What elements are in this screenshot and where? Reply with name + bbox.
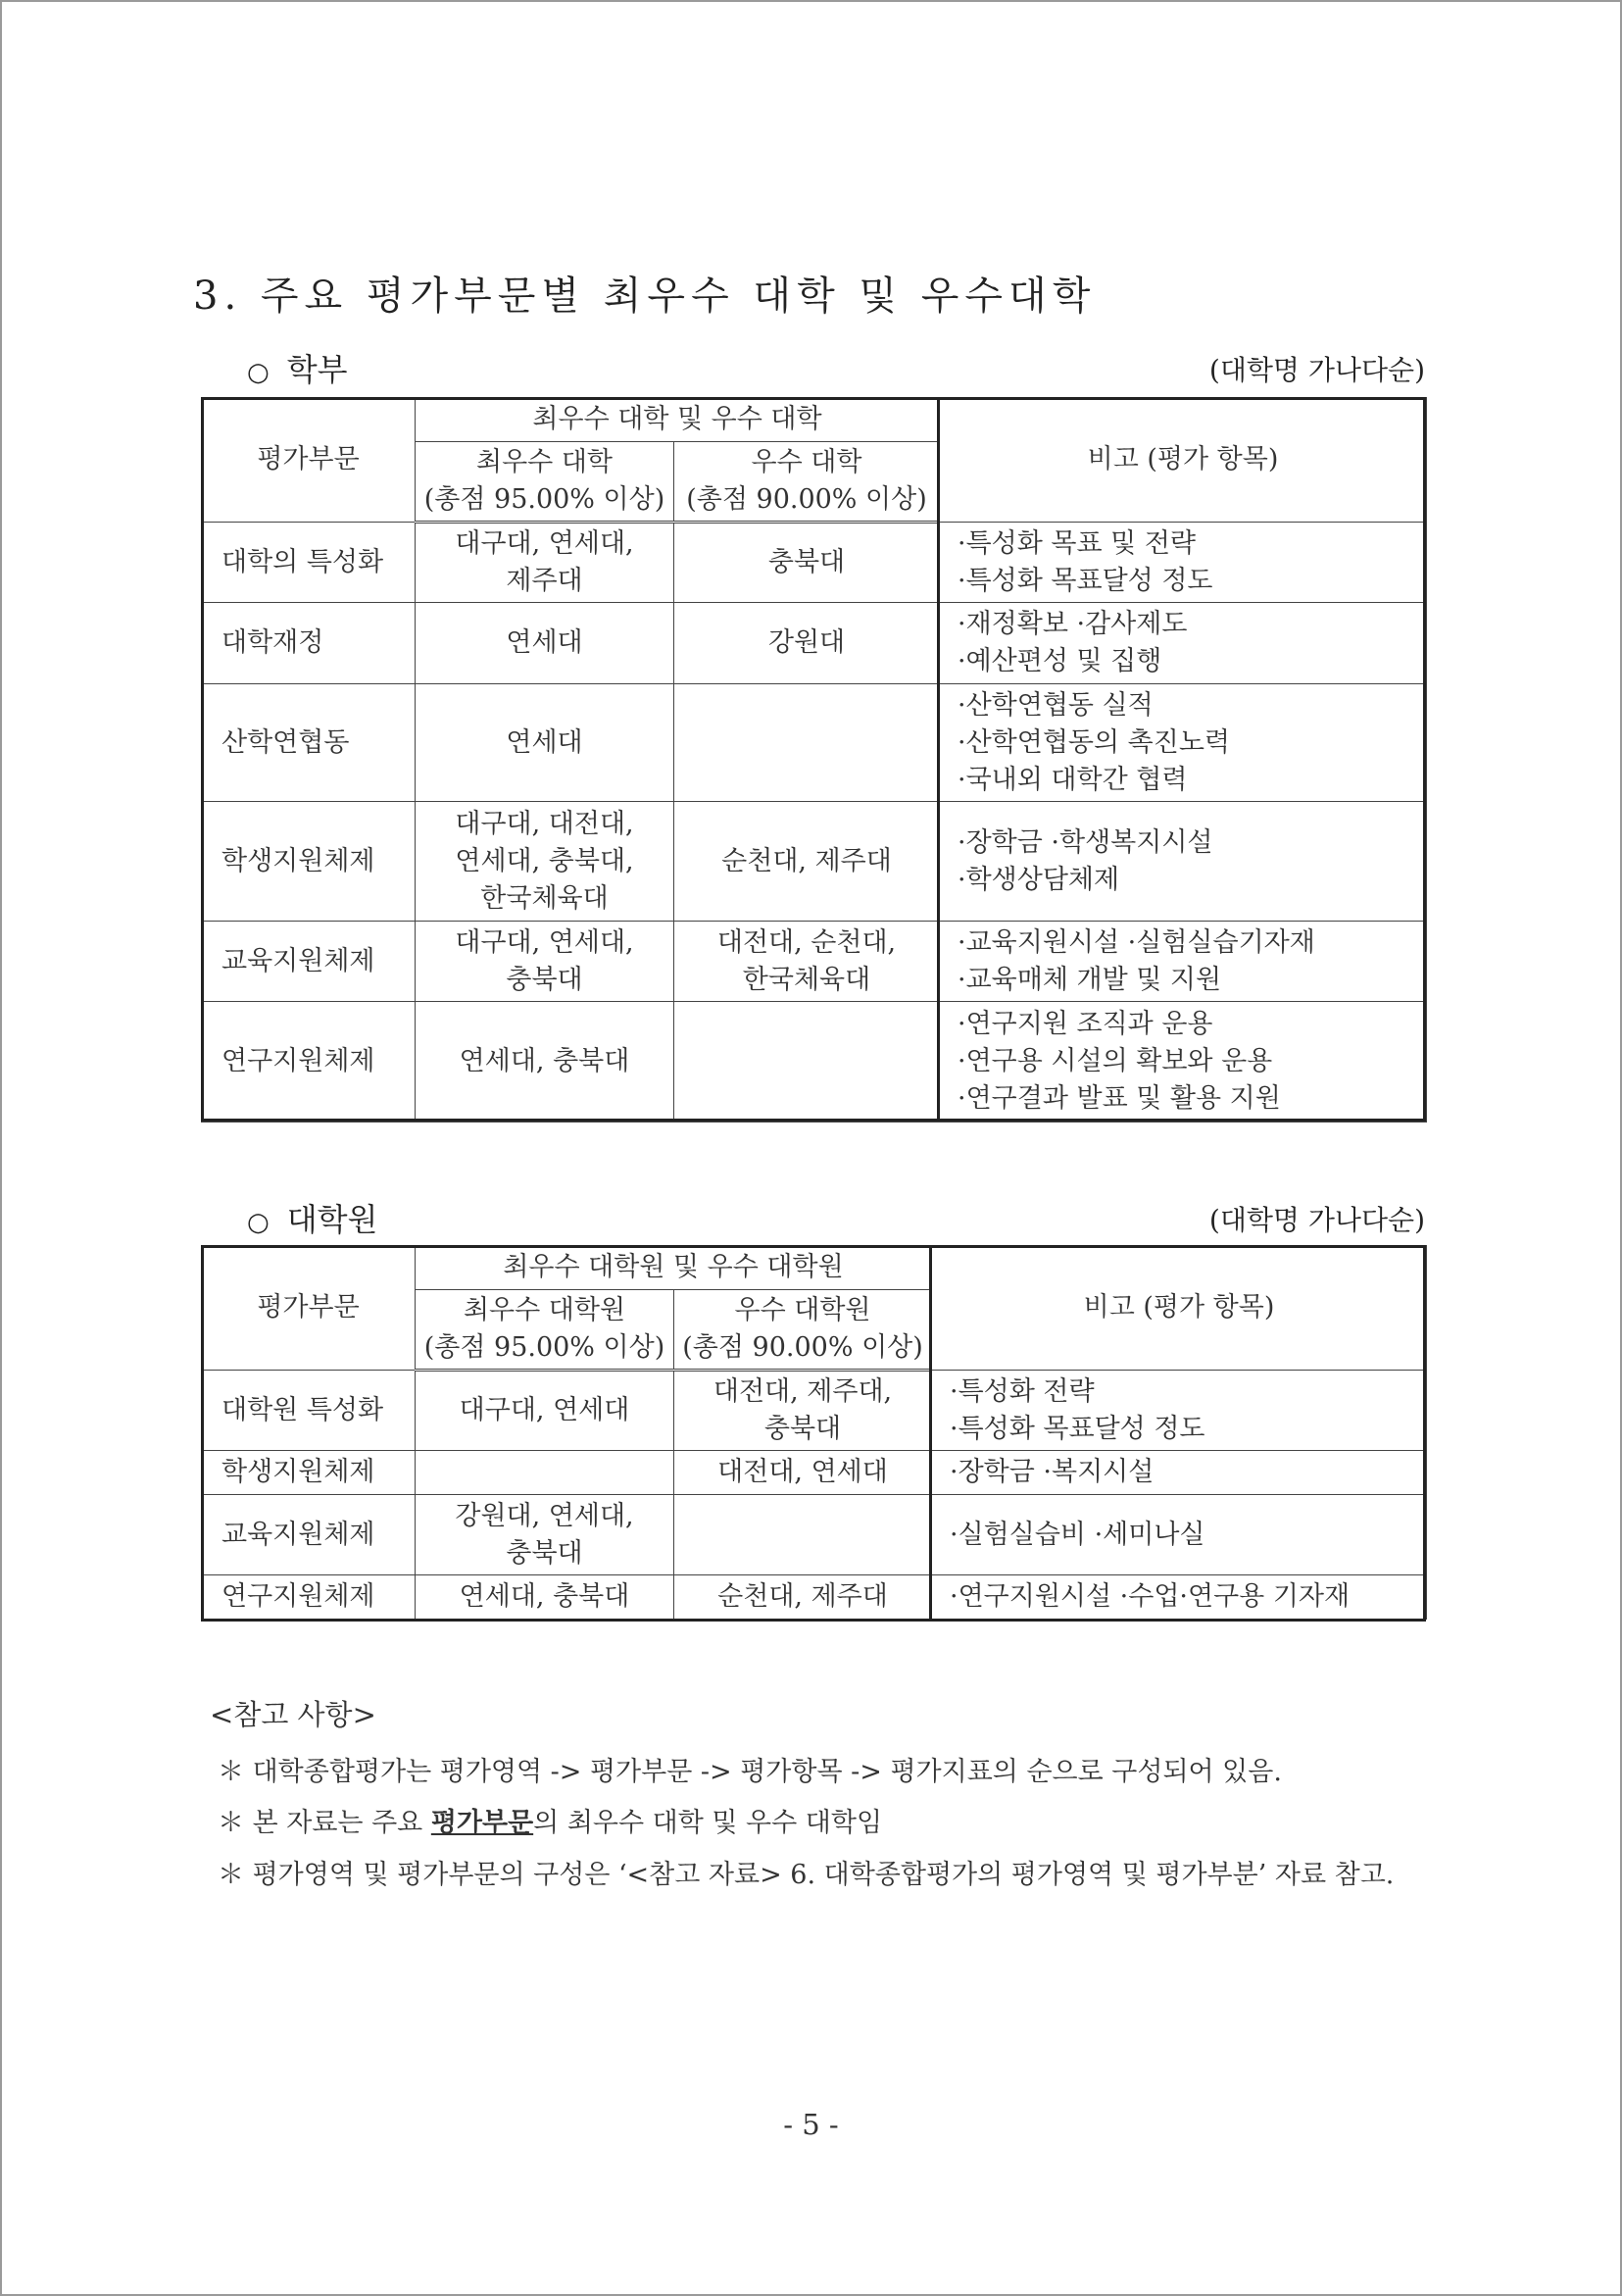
table-row: [202, 922, 1427, 1002]
graduate-table: [201, 1245, 1427, 1620]
notes-cell: [932, 1495, 1427, 1575]
reference-title: <참고 사항>: [210, 1698, 376, 1731]
cell-line: 연세대: [506, 627, 583, 658]
table-row: [202, 1495, 1427, 1575]
cell-line: ·연구결과 발표 및 활용 지원: [958, 1083, 1281, 1114]
cell-line: ·특성화 목표달성 정도: [958, 565, 1213, 596]
table-header-row: [202, 1246, 1427, 1290]
cell-line: ·교육지원시설 ·실험실습기자재: [958, 926, 1315, 958]
category-cell: 학생지원체제: [202, 1451, 416, 1495]
cell-line: 연세대, 충북대: [459, 1046, 630, 1076]
header-group: 최우수 대학원 및 우수 대학원: [416, 1246, 932, 1290]
top-tier-cell: [416, 1575, 674, 1620]
header-top-tier: 최우수 대학 (총점 95.00% 이상): [416, 442, 674, 523]
top-tier-cell: [416, 603, 674, 684]
category-cell: 대학재정: [202, 603, 416, 684]
undergrad-table: [201, 397, 1427, 1123]
notes-cell: [940, 523, 1427, 603]
notes-cell: [932, 1451, 1427, 1495]
header-good-tier: 우수 대학 (총점 90.00% 이상): [674, 442, 940, 523]
notes-cell: [940, 684, 1427, 802]
cell-line: 대전대, 연세대: [717, 1457, 888, 1487]
cell-line: ·국내외 대학간 협력: [958, 764, 1188, 795]
top-tier-cell: [416, 1495, 674, 1575]
header-group: 최우수 대학 및 우수 대학: [416, 398, 940, 442]
header-good-tier: 우수 대학원 (총점 90.00% 이상): [674, 1290, 932, 1371]
cell-line: ·예산편성 및 집행: [958, 646, 1162, 676]
header-notes: 비고 (평가 항목): [932, 1246, 1427, 1371]
cell-line: 강원대: [767, 627, 846, 658]
reference-item: ＊ 대학종합평가는 평가영역 -> 평가부문 -> 평가항목 -> 평가지표의 순으로 구성되어 있음.: [218, 1757, 1282, 1787]
good-tier-cell: [674, 1575, 932, 1620]
emphasis-text: 평가부문: [430, 1808, 534, 1838]
good-tier-cell: [674, 603, 940, 684]
category-cell: 교육지원체제: [202, 922, 416, 1002]
category-cell: 대학의 특성화: [202, 523, 416, 603]
graduate-order-note: (대학명 가나다순): [1208, 1204, 1425, 1236]
header-category: 평가부문: [202, 398, 416, 523]
cell-line: 순천대, 제주대: [717, 1581, 888, 1612]
category-cell: 연구지원체제: [202, 1002, 416, 1123]
cell-line: 강원대, 연세대,: [455, 1500, 634, 1531]
good-tier-cell: [674, 922, 940, 1002]
cell-line: 충북대: [506, 1537, 583, 1569]
bullet-icon: ○: [247, 358, 270, 387]
table-row: [202, 684, 1427, 802]
cell-line: 한국체육대: [742, 964, 871, 995]
table-row: [202, 1002, 1427, 1123]
cell-line: 대구대, 연세대,: [455, 528, 634, 559]
header-category: 평가부문: [202, 1246, 416, 1371]
header-notes: 비고 (평가 항목): [940, 398, 1427, 523]
cell-line: ·연구지원 조직과 운용: [958, 1009, 1213, 1039]
cell-line: ·실험실습비 ·세미나실: [950, 1519, 1205, 1550]
cell-line: 대구대, 대전대,: [455, 808, 634, 839]
top-tier-cell: [416, 922, 674, 1002]
table-row: [202, 603, 1427, 684]
cell-line: ·장학금 ·학생복지시설: [958, 826, 1213, 858]
notes-cell: [932, 1575, 1427, 1620]
category-cell: 교육지원체제: [202, 1495, 416, 1575]
notes-cell: [932, 1371, 1427, 1451]
cell-line: 한국체육대: [480, 882, 609, 914]
good-tier-cell: [674, 1451, 932, 1495]
cell-line: ·특성화 전략: [950, 1375, 1095, 1407]
top-tier-cell: [416, 684, 674, 802]
category-cell: 연구지원체제: [202, 1575, 416, 1620]
category-cell: 대학원 특성화: [202, 1371, 416, 1451]
graduate-heading-text: 대학원: [286, 1201, 378, 1238]
notes-cell: [940, 1002, 1427, 1123]
top-tier-cell: [416, 802, 674, 922]
top-tier-cell: [416, 1371, 674, 1451]
table-row: [202, 523, 1427, 603]
notes-cell: [940, 922, 1427, 1002]
table-row: [202, 1575, 1427, 1620]
cell-line: ·특성화 목표 및 전략: [958, 527, 1196, 559]
page-number: - 5 -: [783, 2108, 839, 2141]
top-tier-cell: [416, 1451, 674, 1495]
table-row: [202, 802, 1427, 922]
cell-line: ·장학금 ·복지시설: [950, 1457, 1155, 1487]
reference-item: ＊ 본 자료는 주요 평가부문의 최우수 대학 및 우수 대학임: [218, 1808, 883, 1838]
cell-line: ·특성화 목표달성 정도: [950, 1413, 1205, 1444]
notes-cell: [940, 603, 1427, 684]
cell-line: 충북대: [767, 547, 846, 577]
header-top-tier: 최우수 대학원 (총점 95.00% 이상): [416, 1290, 674, 1371]
cell-line: ·교육매체 개발 및 지원: [958, 964, 1222, 995]
graduate-section-heading: [247, 1195, 1425, 1240]
table-header-row: [202, 398, 1427, 442]
cell-line: ·학생상담체제: [958, 864, 1120, 895]
good-tier-cell: [674, 684, 940, 802]
category-cell: 학생지원체제: [202, 802, 416, 922]
good-tier-cell: [674, 1495, 932, 1575]
cell-line: 충북대: [506, 964, 583, 995]
cell-line: ·재정확보 ·감사제도: [958, 609, 1188, 639]
reference-item: ＊ 평가영역 및 평가부문의 구성은 ‘<참고 자료> 6. 대학종합평가의 평가영역 및 평가부분’ 자료 참고.: [218, 1860, 1395, 1890]
undergrad-order-note: (대학명 가나다순): [1208, 354, 1425, 386]
category-cell: 산학연협동: [202, 684, 416, 802]
cell-line: 연세대, 충북대,: [455, 845, 634, 876]
good-tier-cell: [674, 523, 940, 603]
cell-line: ·연구용 시설의 확보와 운용: [958, 1046, 1273, 1076]
cell-line: 대전대, 순천대,: [716, 926, 897, 958]
table-row: [202, 1371, 1427, 1451]
good-tier-cell: [674, 802, 940, 922]
top-tier-cell: [416, 1002, 674, 1123]
cell-line: ·연구지원시설 ·수업·연구용 기자재: [950, 1581, 1351, 1612]
cell-line: 연세대: [506, 726, 583, 758]
cell-line: 연세대, 충북대: [459, 1581, 630, 1612]
undergrad-heading-text: 학부: [286, 351, 348, 388]
table-row: [202, 1451, 1427, 1495]
good-tier-cell: [674, 1002, 940, 1123]
undergrad-section-heading: [247, 345, 1425, 390]
cell-line: 대구대, 연세대: [459, 1395, 630, 1425]
cell-line: 대전대, 제주대,: [713, 1376, 893, 1407]
top-tier-cell: [416, 523, 674, 603]
cell-line: 제주대: [506, 566, 583, 596]
good-tier-cell: [674, 1371, 932, 1451]
cell-line: ·산학연협동 실적: [958, 689, 1154, 721]
cell-line: 충북대: [763, 1414, 842, 1444]
bullet-icon: ○: [247, 1208, 270, 1237]
cell-line: 대구대, 연세대,: [455, 926, 634, 958]
cell-line: ·산학연협동의 촉진노력: [958, 726, 1230, 758]
page-title: 3. 주요 평가부문별 최우수 대학 및 우수대학: [193, 274, 1097, 319]
cell-line: 순천대, 제주대: [721, 845, 892, 876]
notes-cell: [940, 802, 1427, 922]
